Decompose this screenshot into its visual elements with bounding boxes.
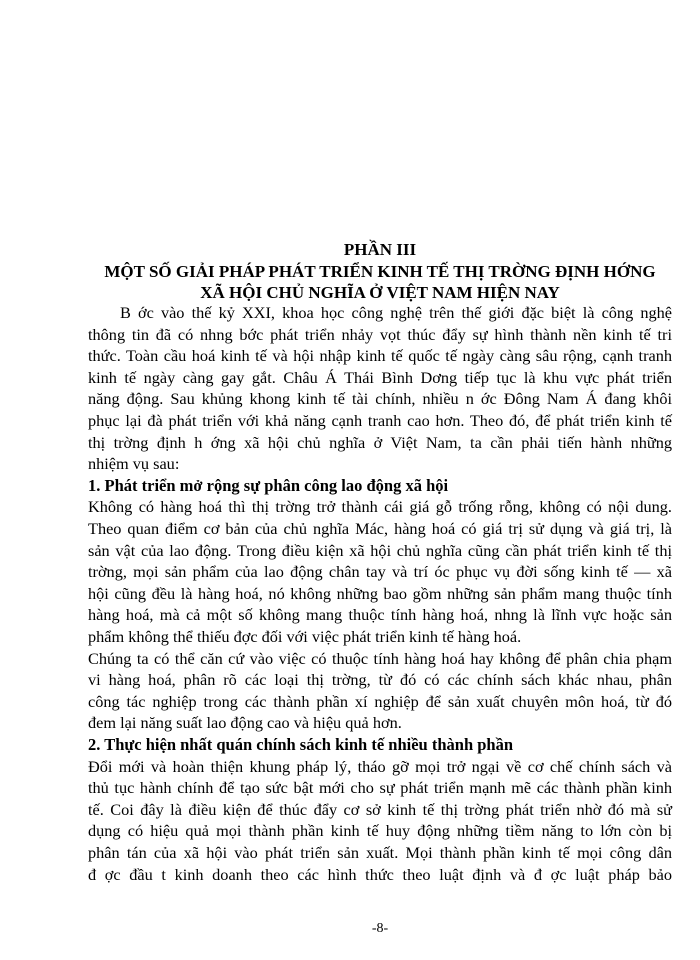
- paragraph-line: phẩm không thể thiếu đợc đối với việc phát triển kinh tế hàng hoá.: [88, 627, 522, 646]
- paragraph-line: hàng hoá, mà cả một số không mang thuộc tính hàng hoá, nhng là lĩnh vực hoặc sản: [88, 605, 672, 625]
- paragraph-line: Đổi mới và hoàn thiện khung pháp lý, tháo gỡ mọi trở ngại về cơ chế chính sách và: [88, 756, 672, 776]
- paragraph-line: thị trờng định h ớng xã hội chủ nghĩa ở Việt Nam, ta cần phải tiến hành những: [88, 432, 672, 452]
- paragraph-line: Không có hàng hoá thì thị trờng trở thành cái giá gỗ trống rỗng, không có nội dung.: [88, 497, 672, 517]
- paragraph-line: kinh tế ngày càng gay gắt. Châu Á Thái Bình Dơng tiếp tục là khu vực phát triển: [88, 367, 672, 387]
- page-number: -8-: [371, 921, 389, 936]
- paragraph-line: sản vật của lao động. Trong điều kiện xã hội chủ nghĩa cũng cần phát triển kinh tế thị: [88, 540, 672, 560]
- paragraph-line: thông tin đã có nhng bớc phát triển nhảy vọt thúc đẩy sự hình thành nền kinh tế tri: [88, 324, 672, 344]
- paragraph-line: nhiệm vụ sau:: [88, 454, 180, 474]
- paragraph-line: dụng có hiệu quả mọi thành phần kinh tế huy động những tiềm năng to lớn còn bị: [88, 821, 672, 841]
- chapter-title-line-1: MỘT SỐ GIẢI PHÁP PHÁT TRIỂN KINH TẾ THỊ TRỜNG ĐỊNH HỚNG: [104, 262, 656, 281]
- section-heading: 1. Phát triển mở rộng sự phân công lao động xã hội: [88, 475, 449, 495]
- paragraph-line: thủ tục hành chính để tạo sức bật mới cho sự phát triển mạnh mẽ các thành phần kinh: [88, 778, 672, 798]
- paragraph-line: phân tán của xã hội vào phát triển sản xuất. Mọi thành phần kinh tế mọi công dân: [88, 843, 672, 862]
- paragraph-line: hội cũng đều là hàng hoá, nó không những bao gồm những sản phẩm mang thuộc tính: [88, 583, 672, 603]
- chapter-title-line-2: XÃ HỘI CHỦ NGHĨA Ở VIỆT NAM HIỆN NAY: [200, 283, 560, 302]
- paragraph-line: năng động. Sau khủng khong kinh tế tài chính, nhiều n ớc Đông Nam Á đang khôi: [88, 389, 672, 409]
- section-heading: 2. Thực hiện nhất quán chính sách kinh tế nhiều thành phần: [88, 735, 514, 754]
- paragraph-line: đem lại năng suất lao động cao và hiệu quả hơn.: [88, 713, 402, 733]
- paragraph-line: Chúng ta có thể căn cứ vào việc có thuộc tính hàng hoá hay không để phân chia phạm: [88, 648, 672, 668]
- paragraph-line: đ ợc đầu t kinh doanh theo các hình thức theo luật định và đ ợc luật pháp bảo: [88, 864, 672, 884]
- part-title: PHẦN III: [343, 240, 417, 259]
- paragraph-line: phục lại đà phát triển với khả năng cạnh tranh cao hơn. Theo đó, để phát triển kinh tế: [88, 411, 672, 430]
- paragraph-line: tế. Coi đây là điều kiện để thúc đẩy cơ sở kinh tế thị trờng phát triển nhờ đó mà sử: [88, 799, 672, 819]
- paragraph-line: B ớc vào thế kỷ XXI, khoa học công nghệ trên thế giới đặc biệt là công nghệ: [120, 303, 672, 322]
- paragraph-line: công tác nghiệp trong các thành phần xí nghiệp để sản xuất chuyên môn hoá, từ đó: [88, 691, 672, 711]
- paragraph-line: vi hàng hoá, phân rõ các loại thị trờng, từ đó có các chính sách khác nhau, phân: [88, 670, 672, 690]
- paragraph-line: thức. Toàn cầu hoá kinh tế và hội nhập kinh tế quốc tế ngày càng sâu rộng, cạnh tranh: [88, 346, 672, 366]
- paragraph-line: trờng, mọi sản phẩm của lao động chân tay và trí óc phục vụ đời sống kinh tế — xã: [88, 562, 672, 582]
- paragraph-line: Theo quan điểm cơ bản của chủ nghĩa Mác, hàng hoá có giá trị sử dụng và giá trị, là: [88, 519, 672, 538]
